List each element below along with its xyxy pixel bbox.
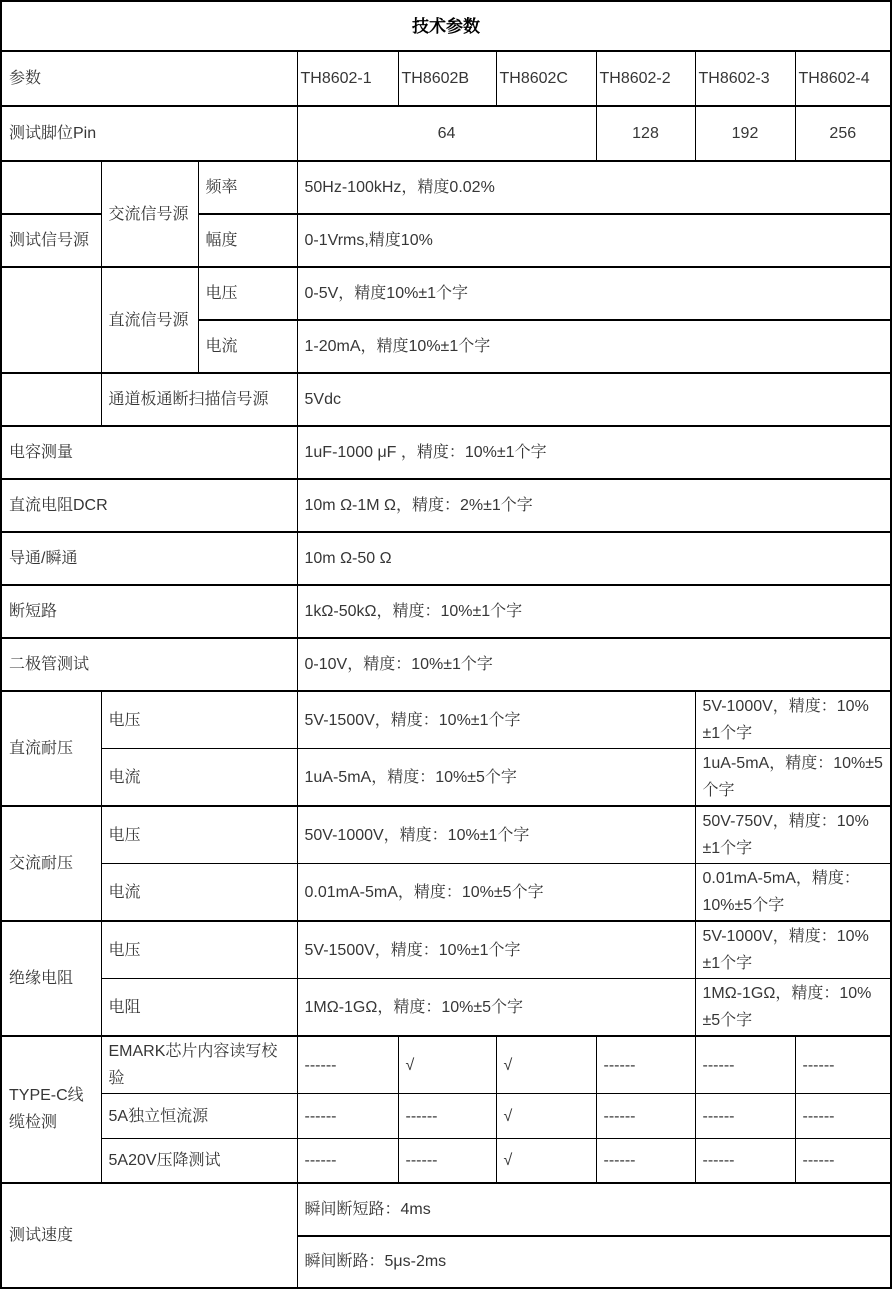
model-name-cell: TH8602-3 [695,51,795,106]
typec-support-cell: ------ [795,1139,891,1183]
page-title: 技术参数 [1,1,891,51]
table-row [1,1139,891,1183]
table-row [1,106,891,161]
scan-source-label: 通道板通断扫描信号源 [101,373,297,426]
hv-main-value: 1MΩ-1GΩ，精度：10%±5个字 [297,979,695,1037]
current-value: 1-20mA，精度10%±1个字 [297,320,891,373]
typec-support-cell: ------ [398,1139,496,1183]
hv-main-value: 1uA-5mA，精度：10%±5个字 [297,749,695,807]
spec-label-cell: 二极管测试 [1,638,297,691]
spec-label-cell: 电容测量 [1,426,297,479]
empty-cell [1,267,101,373]
speed-section-label: 测试速度 [1,1183,297,1288]
typec-support-cell: ------ [795,1094,891,1139]
table-row [1,267,891,320]
table-row [1,864,891,922]
hv-sub-label: 电压 [101,806,297,864]
pin-count-label: 测试脚位Pin [1,106,297,161]
hv-section-label: 绝缘电阻 [1,921,101,1036]
hv-right-value: 1uA-5mA，精度：10%±5个字 [695,749,891,807]
typec-support-cell: ------ [596,1139,695,1183]
spec-value-cell: 10m Ω-1M Ω，精度：2%±1个字 [297,479,891,532]
typec-support-cell: √ [496,1139,596,1183]
typec-support-cell: ------ [596,1036,695,1094]
hv-sub-label: 电压 [101,691,297,749]
pin-count-value: 128 [596,106,695,161]
table-row [1,1036,891,1094]
table-row [1,532,891,585]
spec-value-cell: 10m Ω-50 Ω [297,532,891,585]
spec-label-cell: 导通/瞬通 [1,532,297,585]
signal-source-label: 测试信号源 [1,214,101,267]
hv-right-value: 50V-750V，精度：10%±1个字 [695,806,891,864]
spec-value-cell: 1kΩ-50kΩ，精度：10%±1个字 [297,585,891,638]
model-name-cell: TH8602C [496,51,596,106]
hv-main-value: 5V-1500V，精度：10%±1个字 [297,921,695,979]
table-row [1,161,891,214]
hv-right-value: 1MΩ-1GΩ，精度：10%±5个字 [695,979,891,1037]
typec-support-cell: √ [496,1094,596,1139]
hv-right-value: 5V-1000V，精度：10%±1个字 [695,921,891,979]
model-name-cell: TH8602B [398,51,496,106]
spec-value-cell: 1uF-1000 μF ，精度：10%±1个字 [297,426,891,479]
table-row [1,1183,891,1236]
amp-label: 幅度 [198,214,297,267]
table-row [1,691,891,749]
typec-test-label: 5A独立恒流源 [101,1094,297,1139]
typec-support-cell: √ [398,1036,496,1094]
hv-sub-label: 电压 [101,921,297,979]
table-row [1,749,891,807]
freq-label: 频率 [198,161,297,214]
table-row [1,979,891,1037]
param-header-label: 参数 [1,51,297,106]
hv-sub-label: 电流 [101,749,297,807]
table-row [1,426,891,479]
table-row [1,921,891,979]
model-name-cell: TH8602-2 [596,51,695,106]
typec-support-cell: ------ [297,1139,398,1183]
hv-right-value: 5V-1000V，精度：10%±1个字 [695,691,891,749]
freq-value: 50Hz-100kHz，精度0.02% [297,161,891,214]
hv-main-value: 5V-1500V，精度：10%±1个字 [297,691,695,749]
typec-support-cell: ------ [297,1036,398,1094]
table-row [1,1,891,51]
table-row [1,585,891,638]
typec-test-label: 5A20V压降测试 [101,1139,297,1183]
typec-support-cell: ------ [596,1094,695,1139]
spec-label-cell: 断短路 [1,585,297,638]
hv-main-value: 0.01mA-5mA，精度：10%±5个字 [297,864,695,922]
voltage-value: 0-5V，精度10%±1个字 [297,267,891,320]
typec-support-cell: ------ [398,1094,496,1139]
typec-support-cell: ------ [795,1036,891,1094]
current-label: 电流 [198,320,297,373]
spec-value-cell: 0-10V，精度：10%±1个字 [297,638,891,691]
dc-signal-label: 直流信号源 [101,267,198,373]
speed-value-cell: 瞬间断短路：4ms [297,1183,891,1236]
table-row [1,51,891,106]
pin-count-value: 192 [695,106,795,161]
table-row [1,1094,891,1139]
typec-support-cell: ------ [695,1036,795,1094]
pin-count-value: 256 [795,106,891,161]
typec-support-cell: √ [496,1036,596,1094]
model-name-cell: TH8602-1 [297,51,398,106]
typec-section-label: TYPE-C线缆检测 [1,1036,101,1183]
ac-signal-label: 交流信号源 [101,161,198,267]
hv-sub-label: 电阻 [101,979,297,1037]
hv-sub-label: 电流 [101,864,297,922]
spec-label-cell: 直流电阻DCR [1,479,297,532]
typec-test-label: EMARK芯片内容读写校验 [101,1036,297,1094]
table-row [1,638,891,691]
table-row [1,479,891,532]
table-row [1,373,891,426]
empty-cell [1,161,101,214]
hv-section-label: 直流耐压 [1,691,101,806]
scan-source-value: 5Vdc [297,373,891,426]
typec-support-cell: ------ [695,1094,795,1139]
speed-value-cell: 瞬间断路：5μs-2ms [297,1236,891,1288]
model-name-cell: TH8602-4 [795,51,891,106]
pin-count-value: 64 [297,106,596,161]
hv-main-value: 50V-1000V，精度：10%±1个字 [297,806,695,864]
hv-right-value: 0.01mA-5mA，精度：10%±5个字 [695,864,891,922]
typec-support-cell: ------ [297,1094,398,1139]
hv-section-label: 交流耐压 [1,806,101,921]
empty-cell [1,373,101,426]
typec-support-cell: ------ [695,1139,795,1183]
table-row [1,806,891,864]
amp-value: 0-1Vrms,精度10% [297,214,891,267]
voltage-label: 电压 [198,267,297,320]
